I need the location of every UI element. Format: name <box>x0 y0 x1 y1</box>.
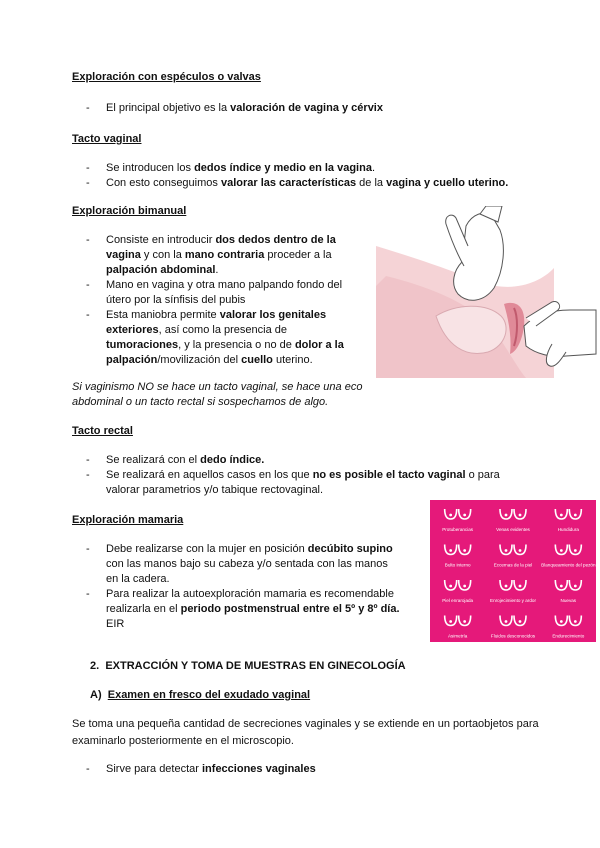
nipple-dot <box>574 620 577 623</box>
heading-especulos: Exploración con espéculos o valvas <box>72 71 261 83</box>
nipple-dot <box>560 514 563 517</box>
breast-sign-label: Venas evidentes <box>496 527 530 532</box>
note-vaginismo: Si vaginismo NO se hace un tacto vaginal, se hace una eco abdominal o un tacto rectal si sospechamos de algo. <box>72 381 363 408</box>
subsection-title-exudado <box>90 689 310 701</box>
list-mamaria <box>72 542 402 632</box>
list-item: - Con esto conseguimos valorar las características de la vagina y cuello uterino. <box>72 176 552 191</box>
heading-mamaria: Exploración mamaria <box>72 514 184 526</box>
nipple-dot <box>449 514 452 517</box>
nipple-dot <box>505 620 508 623</box>
list-item: - Mano en vagina y otra mano palpando fondo del útero por la sínfisis del pubis <box>72 278 358 308</box>
nipple-dot <box>560 549 563 552</box>
breast-sign-label: Asimetría <box>447 633 468 639</box>
nipple-dot <box>463 585 466 588</box>
list-especulos <box>72 101 532 116</box>
list-item: - Se realizará en aquellos casos en los que no es posible el tacto vaginal o para valorar parametrios y/o tabique rectovaginal. <box>72 468 522 498</box>
list-tacto-vaginal <box>72 161 552 191</box>
breast-sign-label: Enrojecimiento y ardor <box>490 598 536 603</box>
paragraph-exudado: Se toma una pequeña cantidad de secreciones vaginales y se extiende en un portaobjetos para examinarlo posteriormente en el microscopio. <box>72 718 539 747</box>
nipple-dot <box>574 514 577 517</box>
nipple-dot <box>574 585 577 588</box>
nipple-dot <box>560 585 563 588</box>
heading-bimanual: Exploración bimanual <box>72 205 187 217</box>
nipple-dot <box>449 549 452 552</box>
nipple-dot <box>560 620 563 623</box>
nipple-dot <box>463 549 466 552</box>
list-item: - Se introducen los dedos índice y medio en la vagina. <box>72 161 552 176</box>
nipple-dot <box>505 549 508 552</box>
subsection-letter: A) <box>90 689 102 701</box>
nipple-dot <box>449 585 452 588</box>
breast-sign-label: Bulto interno <box>444 562 471 568</box>
breast-sign-label: Fluidos desconocidos <box>490 633 536 639</box>
section-title-extraccion <box>90 660 406 672</box>
nipple-dot <box>519 514 522 517</box>
nipple-dot <box>574 549 577 552</box>
breast-sign-label: Endurecimiento <box>552 633 585 639</box>
nipple-dot <box>463 514 466 517</box>
list-item: - Para realizar la autoexploración mamaria es recomendable realizarla en el periodo postmenstrual entre el 5º y 8º día. EIR <box>72 587 402 632</box>
nipple-dot <box>505 514 508 517</box>
breast-sign-label: Hundidura <box>557 527 579 532</box>
list-item: - El principal objetivo es la valoración de vagina y cérvix <box>72 101 532 116</box>
list-item: - Debe realizarse con la mujer en posición decúbito supino con las manos bajo su cabeza y/o sentada con las manos en la cadera. <box>72 542 402 587</box>
nipple-dot <box>519 549 522 552</box>
breast-sign-label: Eccemas de la piel <box>493 562 533 568</box>
breast-signs-grid <box>430 500 596 642</box>
list-item: - Sirve para detectar infecciones vaginales <box>72 762 532 777</box>
nipple-dot <box>505 585 508 588</box>
section-number: 2. <box>90 660 100 672</box>
breast-signs-infographic <box>430 500 596 642</box>
section-heading: EXTRACCIÓN Y TOMA DE MUESTRAS EN GINECOLOGÍA <box>105 660 406 672</box>
list-item: - Esta maniobra permite valorar los genitales exteriores, así como la presencia de tumoraciones, y la presencia o no de dolor a la palpación/movilización del cuello uterino. <box>72 308 358 368</box>
nipple-dot <box>449 620 452 623</box>
list-exudado <box>72 762 532 777</box>
breast-sign-label: Nuevas <box>560 598 577 603</box>
heading-tacto-vaginal: Tacto vaginal <box>72 133 142 145</box>
bimanual-exam-illustration <box>376 206 600 378</box>
nipple-dot <box>519 585 522 588</box>
list-tacto-rectal <box>72 453 522 498</box>
list-bimanual <box>72 233 358 368</box>
breast-sign-label: Piel enrarojada <box>442 598 474 603</box>
breast-sign-label: Blanqueamiento del pezón <box>541 562 596 568</box>
list-item: - Se realizará con el dedo índice. <box>72 453 522 468</box>
heading-tacto-rectal: Tacto rectal <box>72 425 133 437</box>
nipple-dot <box>519 620 522 623</box>
list-item: - Consiste en introducir dos dedos dentro de la vagina y con la mano contraria proceder a la palpación abdominal. <box>72 233 358 278</box>
nipple-dot <box>463 620 466 623</box>
breast-sign-label: Protuberancias <box>442 527 474 532</box>
subsection-heading: Examen en fresco del exudado vaginal <box>107 689 311 701</box>
